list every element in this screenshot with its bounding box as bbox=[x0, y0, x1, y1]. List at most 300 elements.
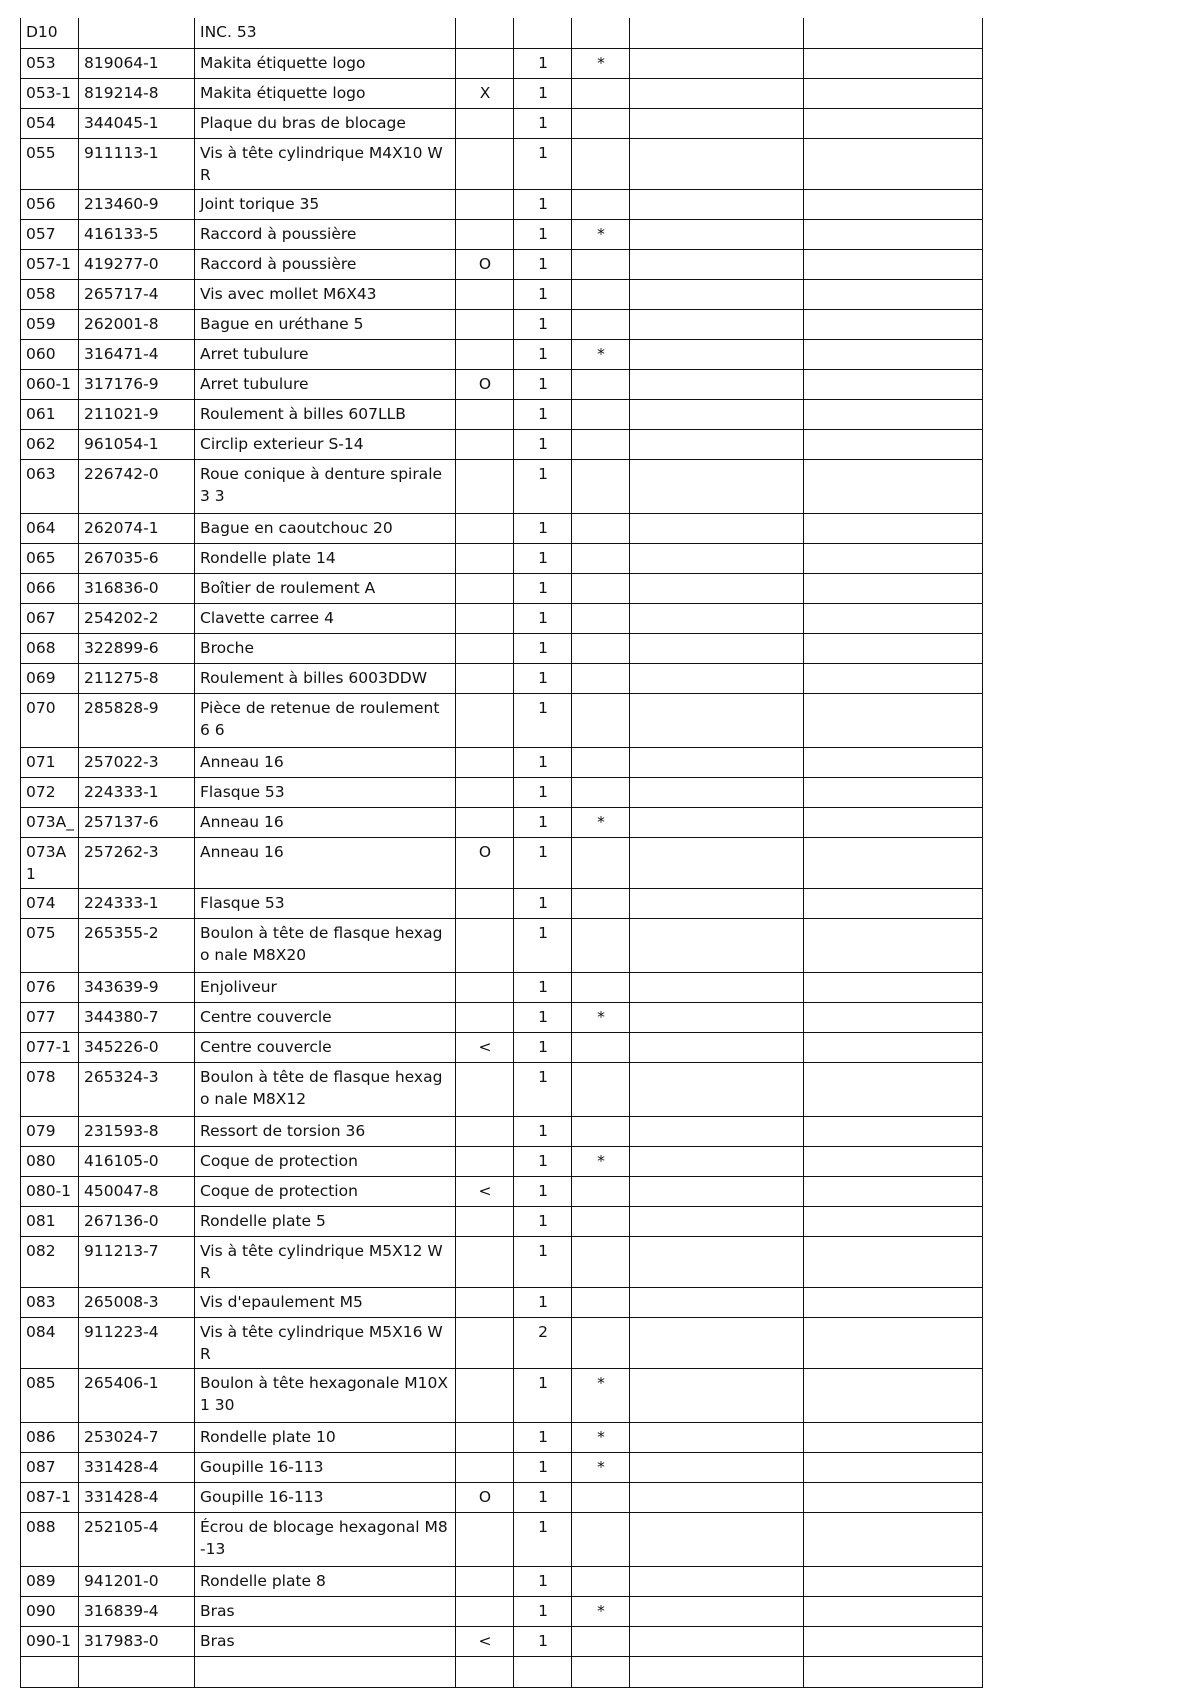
note-cell: O bbox=[456, 837, 514, 888]
quantity-cell: 1 bbox=[514, 1596, 572, 1626]
empty-cell bbox=[804, 138, 983, 189]
table-row bbox=[21, 693, 983, 747]
quantity-cell: 1 bbox=[514, 309, 572, 339]
flag-cell bbox=[572, 189, 630, 219]
table-row bbox=[21, 1287, 983, 1317]
quantity-cell: 1 bbox=[514, 1566, 572, 1596]
table-row bbox=[21, 513, 983, 543]
note-cell: O bbox=[456, 369, 514, 399]
item-number-cell: 055 bbox=[21, 138, 79, 189]
table-row bbox=[21, 189, 983, 219]
quantity-cell: 1 bbox=[514, 1236, 572, 1287]
empty-cell bbox=[804, 807, 983, 837]
empty-cell bbox=[630, 837, 804, 888]
quantity-cell: 1 bbox=[514, 972, 572, 1002]
empty-cell bbox=[630, 1002, 804, 1032]
description-cell: Rondelle plate 8 bbox=[195, 1566, 456, 1596]
note-cell bbox=[456, 1146, 514, 1176]
empty-cell bbox=[630, 1287, 804, 1317]
table-row bbox=[21, 1482, 983, 1512]
flag-cell bbox=[572, 459, 630, 513]
empty-cell bbox=[630, 1206, 804, 1236]
flag-cell bbox=[572, 399, 630, 429]
item-number-cell: 067 bbox=[21, 603, 79, 633]
description-cell: Coque de protection bbox=[195, 1146, 456, 1176]
quantity-cell: 1 bbox=[514, 1422, 572, 1452]
table-row bbox=[21, 18, 983, 48]
part-number-cell: 819214-8 bbox=[79, 78, 195, 108]
description-cell: Pièce de retenue de roulement 6 6 bbox=[195, 693, 456, 747]
empty-cell bbox=[630, 138, 804, 189]
empty-cell bbox=[630, 1626, 804, 1656]
description-cell: Bras bbox=[195, 1596, 456, 1626]
flag-cell bbox=[572, 513, 630, 543]
part-number-cell: 344045-1 bbox=[79, 108, 195, 138]
quantity-cell: 1 bbox=[514, 633, 572, 663]
empty-cell bbox=[804, 1626, 983, 1656]
flag-cell bbox=[572, 918, 630, 972]
item-number-cell: 074 bbox=[21, 888, 79, 918]
flag-cell bbox=[572, 1206, 630, 1236]
empty-cell bbox=[630, 18, 804, 48]
item-number-cell: 073A_ bbox=[21, 807, 79, 837]
note-cell bbox=[456, 918, 514, 972]
quantity-cell: 1 bbox=[514, 1452, 572, 1482]
note-cell bbox=[456, 429, 514, 459]
empty-cell bbox=[804, 189, 983, 219]
table-row bbox=[21, 1368, 983, 1422]
empty-cell bbox=[630, 429, 804, 459]
empty-cell bbox=[630, 747, 804, 777]
table-row bbox=[21, 369, 983, 399]
table-row bbox=[21, 48, 983, 78]
description-cell bbox=[195, 1656, 456, 1687]
quantity-cell: 1 bbox=[514, 279, 572, 309]
quantity-cell: 1 bbox=[514, 48, 572, 78]
quantity-cell: 1 bbox=[514, 807, 572, 837]
table-row bbox=[21, 249, 983, 279]
item-number-cell: 083 bbox=[21, 1287, 79, 1317]
empty-cell bbox=[804, 219, 983, 249]
table-row bbox=[21, 279, 983, 309]
item-number-cell: 077-1 bbox=[21, 1032, 79, 1062]
flag-cell bbox=[572, 888, 630, 918]
part-number-cell: 224333-1 bbox=[79, 888, 195, 918]
empty-cell bbox=[630, 663, 804, 693]
table-row bbox=[21, 1002, 983, 1032]
empty-cell bbox=[630, 633, 804, 663]
table-row bbox=[21, 1596, 983, 1626]
empty-cell bbox=[630, 189, 804, 219]
description-cell: Boulon à tête de flasque hexago nale M8X12 bbox=[195, 1062, 456, 1116]
empty-cell bbox=[630, 339, 804, 369]
item-number-cell: 063 bbox=[21, 459, 79, 513]
table-row bbox=[21, 219, 983, 249]
description-cell: Clavette carree 4 bbox=[195, 603, 456, 633]
part-number-cell: 265324-3 bbox=[79, 1062, 195, 1116]
part-number-cell: 267035-6 bbox=[79, 543, 195, 573]
flag-cell bbox=[572, 18, 630, 48]
description-cell: Coque de protection bbox=[195, 1176, 456, 1206]
note-cell bbox=[456, 1656, 514, 1687]
quantity-cell: 1 bbox=[514, 1626, 572, 1656]
quantity-cell: 1 bbox=[514, 429, 572, 459]
table-row bbox=[21, 1032, 983, 1062]
description-cell: Anneau 16 bbox=[195, 807, 456, 837]
empty-cell bbox=[630, 108, 804, 138]
empty-cell bbox=[804, 18, 983, 48]
quantity-cell: 1 bbox=[514, 747, 572, 777]
empty-cell bbox=[804, 369, 983, 399]
empty-cell bbox=[804, 1452, 983, 1482]
quantity-cell: 1 bbox=[514, 1116, 572, 1146]
empty-cell bbox=[630, 1452, 804, 1482]
item-number-cell: 077 bbox=[21, 1002, 79, 1032]
parts-table bbox=[20, 18, 983, 1688]
item-number-cell: 089 bbox=[21, 1566, 79, 1596]
quantity-cell: 1 bbox=[514, 1146, 572, 1176]
item-number-cell: 059 bbox=[21, 309, 79, 339]
part-number-cell: 911213-7 bbox=[79, 1236, 195, 1287]
empty-cell bbox=[630, 1422, 804, 1452]
flag-cell bbox=[572, 693, 630, 747]
table-row bbox=[21, 633, 983, 663]
flag-cell: * bbox=[572, 339, 630, 369]
table-row bbox=[21, 777, 983, 807]
item-number-cell: 087-1 bbox=[21, 1482, 79, 1512]
quantity-cell: 1 bbox=[514, 189, 572, 219]
description-cell: Goupille 16-113 bbox=[195, 1482, 456, 1512]
note-cell bbox=[456, 1596, 514, 1626]
description-cell: Raccord à poussière bbox=[195, 219, 456, 249]
table-row bbox=[21, 1422, 983, 1452]
flag-cell bbox=[572, 249, 630, 279]
flag-cell: * bbox=[572, 1422, 630, 1452]
empty-cell bbox=[804, 777, 983, 807]
note-cell bbox=[456, 1317, 514, 1368]
flag-cell bbox=[572, 78, 630, 108]
note-cell: X bbox=[456, 78, 514, 108]
quantity-cell: 1 bbox=[514, 1176, 572, 1206]
empty-cell bbox=[804, 972, 983, 1002]
description-cell: Anneau 16 bbox=[195, 837, 456, 888]
empty-cell bbox=[804, 1422, 983, 1452]
empty-cell bbox=[804, 747, 983, 777]
empty-cell bbox=[630, 459, 804, 513]
item-number-cell: 057 bbox=[21, 219, 79, 249]
item-number-cell: D10 bbox=[21, 18, 79, 48]
item-number-cell: 073A1 bbox=[21, 837, 79, 888]
empty-cell bbox=[804, 603, 983, 633]
quantity-cell: 1 bbox=[514, 108, 572, 138]
empty-cell bbox=[804, 249, 983, 279]
empty-cell bbox=[630, 1566, 804, 1596]
part-number-cell: 257022-3 bbox=[79, 747, 195, 777]
flag-cell bbox=[572, 1566, 630, 1596]
empty-cell bbox=[630, 1317, 804, 1368]
empty-cell bbox=[804, 459, 983, 513]
note-cell bbox=[456, 543, 514, 573]
note-cell bbox=[456, 747, 514, 777]
quantity-cell bbox=[514, 1656, 572, 1687]
table-row bbox=[21, 573, 983, 603]
part-number-cell: 211275-8 bbox=[79, 663, 195, 693]
flag-cell bbox=[572, 369, 630, 399]
description-cell: Broche bbox=[195, 633, 456, 663]
empty-cell bbox=[804, 429, 983, 459]
item-number-cell: 054 bbox=[21, 108, 79, 138]
empty-cell bbox=[804, 1206, 983, 1236]
item-number-cell: 068 bbox=[21, 633, 79, 663]
flag-cell bbox=[572, 279, 630, 309]
table-row bbox=[21, 1116, 983, 1146]
description-cell: Raccord à poussière bbox=[195, 249, 456, 279]
quantity-cell: 1 bbox=[514, 543, 572, 573]
empty-cell bbox=[804, 573, 983, 603]
part-number-cell: 450047-8 bbox=[79, 1176, 195, 1206]
description-cell: Vis à tête cylindrique M4X10 WR bbox=[195, 138, 456, 189]
note-cell bbox=[456, 1368, 514, 1422]
part-number-cell: 267136-0 bbox=[79, 1206, 195, 1236]
table-row bbox=[21, 108, 983, 138]
item-number-cell: 085 bbox=[21, 1368, 79, 1422]
quantity-cell: 1 bbox=[514, 663, 572, 693]
parts-list-page bbox=[20, 18, 982, 1688]
item-number-cell: 086 bbox=[21, 1422, 79, 1452]
empty-cell bbox=[804, 888, 983, 918]
quantity-cell: 1 bbox=[514, 1062, 572, 1116]
item-number-cell: 076 bbox=[21, 972, 79, 1002]
table-row bbox=[21, 888, 983, 918]
item-number-cell: 057-1 bbox=[21, 249, 79, 279]
table-row bbox=[21, 1512, 983, 1566]
description-cell: Vis avec mollet M6X43 bbox=[195, 279, 456, 309]
quantity-cell: 1 bbox=[514, 459, 572, 513]
empty-cell bbox=[630, 219, 804, 249]
quantity-cell: 1 bbox=[514, 78, 572, 108]
empty-cell bbox=[804, 1566, 983, 1596]
note-cell bbox=[456, 1566, 514, 1596]
note-cell bbox=[456, 603, 514, 633]
description-cell: Bague en caoutchouc 20 bbox=[195, 513, 456, 543]
empty-cell bbox=[630, 693, 804, 747]
flag-cell bbox=[572, 1062, 630, 1116]
part-number-cell: 819064-1 bbox=[79, 48, 195, 78]
part-number-cell: 343639-9 bbox=[79, 972, 195, 1002]
description-cell: Bague en uréthane 5 bbox=[195, 309, 456, 339]
quantity-cell: 1 bbox=[514, 1287, 572, 1317]
quantity-cell: 1 bbox=[514, 513, 572, 543]
item-number-cell: 060 bbox=[21, 339, 79, 369]
note-cell bbox=[456, 189, 514, 219]
description-cell: Vis d'epaulement M5 bbox=[195, 1287, 456, 1317]
item-number-cell: 053-1 bbox=[21, 78, 79, 108]
note-cell bbox=[456, 1002, 514, 1032]
table-row bbox=[21, 339, 983, 369]
note-cell bbox=[456, 777, 514, 807]
empty-cell bbox=[804, 399, 983, 429]
empty-cell bbox=[630, 399, 804, 429]
description-cell: Bras bbox=[195, 1626, 456, 1656]
description-cell: Écrou de blocage hexagonal M8-13 bbox=[195, 1512, 456, 1566]
description-cell: Flasque 53 bbox=[195, 777, 456, 807]
empty-cell bbox=[630, 48, 804, 78]
item-number-cell: 058 bbox=[21, 279, 79, 309]
flag-cell bbox=[572, 543, 630, 573]
flag-cell: * bbox=[572, 1146, 630, 1176]
part-number-cell: 262001-8 bbox=[79, 309, 195, 339]
note-cell bbox=[456, 1236, 514, 1287]
empty-cell bbox=[630, 309, 804, 339]
empty-cell bbox=[804, 279, 983, 309]
description-cell: Rondelle plate 10 bbox=[195, 1422, 456, 1452]
item-number-cell: 079 bbox=[21, 1116, 79, 1146]
item-number-cell: 060-1 bbox=[21, 369, 79, 399]
note-cell bbox=[456, 309, 514, 339]
empty-cell bbox=[804, 1002, 983, 1032]
flag-cell: * bbox=[572, 1596, 630, 1626]
quantity-cell: 1 bbox=[514, 1206, 572, 1236]
note-cell bbox=[456, 1452, 514, 1482]
table-row bbox=[21, 1206, 983, 1236]
empty-cell bbox=[804, 1368, 983, 1422]
part-number-cell: 961054-1 bbox=[79, 429, 195, 459]
empty-cell bbox=[630, 543, 804, 573]
flag-cell: * bbox=[572, 219, 630, 249]
part-number-cell: 322899-6 bbox=[79, 633, 195, 663]
part-number-cell: 416133-5 bbox=[79, 219, 195, 249]
part-number-cell: 419277-0 bbox=[79, 249, 195, 279]
empty-cell bbox=[804, 1176, 983, 1206]
table-row bbox=[21, 837, 983, 888]
table-row bbox=[21, 807, 983, 837]
item-number-cell: 088 bbox=[21, 1512, 79, 1566]
note-cell bbox=[456, 633, 514, 663]
empty-cell bbox=[804, 837, 983, 888]
description-cell: Enjoliveur bbox=[195, 972, 456, 1002]
part-number-cell: 224333-1 bbox=[79, 777, 195, 807]
empty-cell bbox=[804, 633, 983, 663]
empty-cell bbox=[804, 1032, 983, 1062]
item-number-cell: 084 bbox=[21, 1317, 79, 1368]
quantity-cell: 1 bbox=[514, 138, 572, 189]
part-number-cell: 941201-0 bbox=[79, 1566, 195, 1596]
quantity-cell: 1 bbox=[514, 339, 572, 369]
flag-cell bbox=[572, 1176, 630, 1206]
part-number-cell: 265355-2 bbox=[79, 918, 195, 972]
item-number-cell: 069 bbox=[21, 663, 79, 693]
note-cell: < bbox=[456, 1032, 514, 1062]
description-cell: Roue conique à denture spirale 3 3 bbox=[195, 459, 456, 513]
part-number-cell: 257262-3 bbox=[79, 837, 195, 888]
note-cell bbox=[456, 1116, 514, 1146]
table-row bbox=[21, 1566, 983, 1596]
note-cell bbox=[456, 573, 514, 603]
item-number-cell: 078 bbox=[21, 1062, 79, 1116]
item-number-cell: 064 bbox=[21, 513, 79, 543]
description-cell: Vis à tête cylindrique M5X12 WR bbox=[195, 1236, 456, 1287]
table-row bbox=[21, 429, 983, 459]
description-cell: Boulon à tête de flasque hexago nale M8X20 bbox=[195, 918, 456, 972]
empty-cell bbox=[804, 1596, 983, 1626]
empty-cell bbox=[630, 777, 804, 807]
description-cell: INC. 53 bbox=[195, 18, 456, 48]
flag-cell bbox=[572, 837, 630, 888]
item-number-cell bbox=[21, 1656, 79, 1687]
description-cell: Roulement à billes 607LLB bbox=[195, 399, 456, 429]
empty-cell bbox=[804, 1062, 983, 1116]
quantity-cell: 1 bbox=[514, 1368, 572, 1422]
description-cell: Rondelle plate 5 bbox=[195, 1206, 456, 1236]
flag-cell bbox=[572, 138, 630, 189]
description-cell: Arret tubulure bbox=[195, 369, 456, 399]
flag-cell bbox=[572, 663, 630, 693]
empty-cell bbox=[804, 543, 983, 573]
flag-cell bbox=[572, 603, 630, 633]
empty-cell bbox=[630, 972, 804, 1002]
note-cell: < bbox=[456, 1176, 514, 1206]
item-number-cell: 056 bbox=[21, 189, 79, 219]
part-number-cell: 265406-1 bbox=[79, 1368, 195, 1422]
item-number-cell: 090-1 bbox=[21, 1626, 79, 1656]
empty-cell bbox=[630, 369, 804, 399]
empty-cell bbox=[804, 1317, 983, 1368]
flag-cell bbox=[572, 573, 630, 603]
empty-cell bbox=[804, 1116, 983, 1146]
quantity-cell: 1 bbox=[514, 1512, 572, 1566]
empty-cell bbox=[630, 1482, 804, 1512]
quantity-cell: 1 bbox=[514, 693, 572, 747]
note-cell bbox=[456, 459, 514, 513]
part-number-cell: 285828-9 bbox=[79, 693, 195, 747]
empty-cell bbox=[630, 1656, 804, 1687]
quantity-cell: 1 bbox=[514, 1032, 572, 1062]
table-row bbox=[21, 1176, 983, 1206]
description-cell: Goupille 16-113 bbox=[195, 1452, 456, 1482]
flag-cell bbox=[572, 429, 630, 459]
item-number-cell: 062 bbox=[21, 429, 79, 459]
table-row bbox=[21, 972, 983, 1002]
quantity-cell: 1 bbox=[514, 837, 572, 888]
quantity-cell: 1 bbox=[514, 573, 572, 603]
empty-cell bbox=[630, 918, 804, 972]
table-row bbox=[21, 1626, 983, 1656]
flag-cell: * bbox=[572, 1002, 630, 1032]
flag-cell bbox=[572, 1656, 630, 1687]
note-cell bbox=[456, 888, 514, 918]
empty-cell bbox=[630, 1032, 804, 1062]
description-cell: Boulon à tête hexagonale M10X1 30 bbox=[195, 1368, 456, 1422]
empty-cell bbox=[630, 1116, 804, 1146]
empty-cell bbox=[804, 1146, 983, 1176]
empty-cell bbox=[630, 888, 804, 918]
flag-cell bbox=[572, 633, 630, 663]
empty-cell bbox=[630, 603, 804, 633]
table-row bbox=[21, 663, 983, 693]
flag-cell bbox=[572, 309, 630, 339]
description-cell: Rondelle plate 14 bbox=[195, 543, 456, 573]
part-number-cell: 253024-7 bbox=[79, 1422, 195, 1452]
item-number-cell: 080 bbox=[21, 1146, 79, 1176]
note-cell bbox=[456, 399, 514, 429]
empty-cell bbox=[804, 663, 983, 693]
note-cell: < bbox=[456, 1626, 514, 1656]
description-cell: Arret tubulure bbox=[195, 339, 456, 369]
part-number-cell: 231593-8 bbox=[79, 1116, 195, 1146]
part-number-cell: 265717-4 bbox=[79, 279, 195, 309]
item-number-cell: 080-1 bbox=[21, 1176, 79, 1206]
empty-cell bbox=[804, 1656, 983, 1687]
